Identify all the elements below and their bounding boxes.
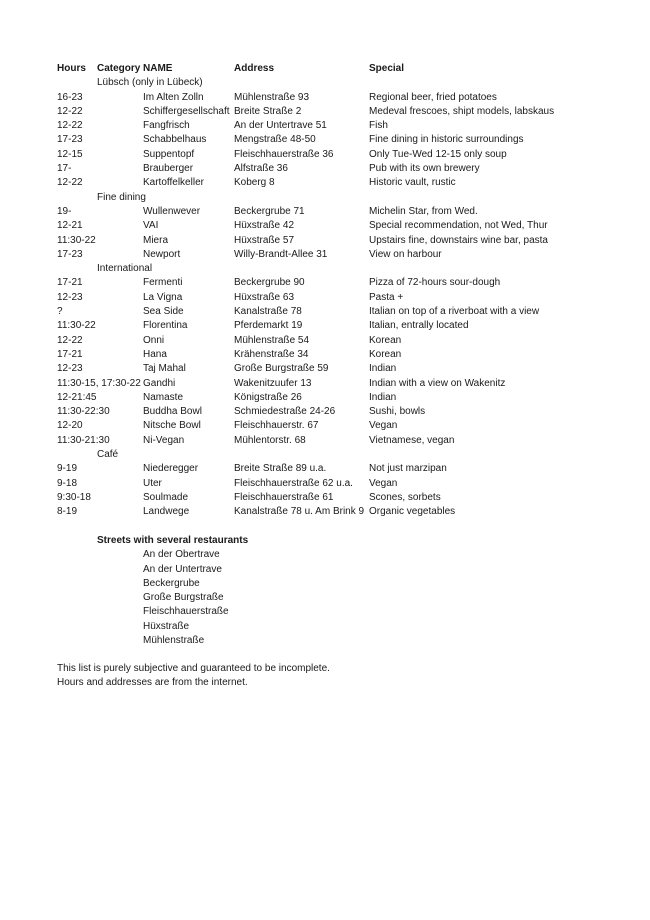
cell-restaurant-name: Buddha Bowl: [143, 406, 202, 418]
cell-address: Willy-Brandt-Allee 31: [234, 248, 328, 260]
cell-hours: 16-23: [57, 91, 83, 103]
cell-address: Fleischhauerstr. 67: [234, 420, 319, 432]
cell-special: Indian: [369, 391, 397, 403]
street-name: Beckergrube: [143, 577, 200, 589]
cell-restaurant-name: Taj Mahal: [143, 363, 186, 375]
cell-address: Krähenstraße 34: [234, 348, 309, 360]
cell-address: Große Burgstraße 59: [234, 363, 329, 375]
cell-special: Upstairs fine, downstairs wine bar, pasta: [369, 234, 548, 246]
cell-hours: 11:30-22: [57, 234, 96, 246]
cell-restaurant-name: Gandhi: [143, 377, 176, 389]
cell-restaurant-name: Kartoffelkeller: [143, 177, 204, 189]
cell-restaurant-name: Fermenti: [143, 277, 183, 289]
cell-special: Michelin Star, from Wed.: [369, 205, 478, 217]
cell-restaurant-name: Sea Side: [143, 306, 184, 318]
street-name: Mühlenstraße: [143, 635, 205, 647]
cell-hours: 12-23: [57, 291, 83, 303]
cell-special: Organic vegetables: [369, 506, 456, 518]
cell-hours: 12-15: [57, 148, 83, 160]
cell-hours: 12-22: [57, 334, 83, 346]
cell-address: Breite Straße 2: [234, 105, 302, 117]
cell-address: Fleischhauerstraße 36: [234, 148, 334, 160]
cell-restaurant-name: Hana: [143, 348, 167, 360]
cell-address: Mühlenstraße 54: [234, 334, 310, 346]
cell-address: Wakenitzuufer 13: [234, 377, 312, 389]
cell-address: Mühlenstraße 93: [234, 91, 310, 103]
cell-hours: 9-19: [57, 463, 78, 475]
cell-special: Regional beer, fried potatoes: [369, 91, 497, 103]
cell-special: Indian: [369, 363, 397, 375]
cell-special: Pasta +: [369, 291, 404, 303]
cell-address: Hüxstraße 42: [234, 220, 295, 232]
cell-special: Sushi, bowls: [369, 406, 426, 418]
cell-special: Fish: [369, 120, 388, 132]
cell-hours: 17-: [57, 163, 72, 175]
cell-special: Scones, sorbets: [369, 491, 441, 503]
cell-hours: 11:30-21:30: [57, 434, 110, 446]
cell-restaurant-name: Ni-Vegan: [143, 434, 185, 446]
cell-hours: 17-23: [57, 248, 83, 260]
cell-special: Pub with its own brewery: [369, 163, 480, 175]
cell-hours: ?: [57, 306, 63, 318]
cell-special: Vegan: [369, 420, 398, 432]
cell-address: Fleischhauerstraße 61: [234, 491, 334, 503]
cell-special: Only Tue-Wed 12-15 only soup: [369, 148, 507, 160]
cell-restaurant-name: Newport: [143, 248, 181, 260]
column-header-address: Address: [234, 63, 275, 74]
cell-special: Fine dining in historic surroundings: [369, 134, 524, 146]
cell-special: Special recommendation, not Wed, Thur: [369, 220, 548, 232]
cell-hours: 17-21: [57, 348, 83, 360]
category-label: International: [97, 263, 153, 275]
cell-restaurant-name: Schiffergesellschaft: [143, 105, 230, 117]
column-header-hours: Hours: [57, 63, 86, 74]
cell-special: Historic vault, rustic: [369, 177, 456, 189]
cell-address: An der Untertrave 51: [234, 120, 327, 132]
street-name: Fleischhauerstraße: [143, 606, 229, 618]
cell-address: Mengstraße 48-50: [234, 134, 316, 146]
street-name: An der Obertrave: [143, 549, 220, 561]
cell-address: Kanalstraße 78 u. Am Brink 9: [234, 506, 365, 518]
cell-hours: 11:30-15, 17:30-22: [57, 377, 141, 389]
cell-address: Königstraße 26: [234, 391, 302, 403]
cell-hours: 12-20: [57, 420, 83, 432]
cell-hours: 12-21: [57, 220, 83, 232]
cell-restaurant-name: Suppentopf: [143, 148, 195, 160]
cell-hours: 12-23: [57, 363, 83, 375]
street-name: Hüxstraße: [143, 620, 190, 632]
cell-address: Fleischhauerstraße 62 u.a.: [234, 477, 353, 489]
category-label: Fine dining: [97, 191, 146, 203]
cell-restaurant-name: Uter: [143, 477, 162, 489]
cell-address: Schmiedestraße 24-26: [234, 406, 336, 418]
category-label: Café: [97, 449, 119, 461]
cell-restaurant-name: Namaste: [143, 391, 184, 403]
cell-address: Beckergrube 90: [234, 277, 305, 289]
cell-hours: 12-22: [57, 105, 83, 117]
cell-restaurant-name: Im Alten Zolln: [143, 91, 204, 103]
cell-special: Italian on top of a riverboat with a view: [369, 306, 540, 318]
cell-hours: 17-23: [57, 134, 83, 146]
cell-address: Pferdemarkt 19: [234, 320, 303, 332]
cell-restaurant-name: Miera: [143, 234, 169, 246]
footer-note-line: Hours and addresses are from the internet.: [57, 677, 248, 689]
cell-restaurant-name: Florentina: [143, 320, 188, 332]
category-label: Lübsch (only in Lübeck): [97, 77, 203, 89]
cell-address: Kanalstraße 78: [234, 306, 302, 318]
cell-address: Hüxstraße 63: [234, 291, 295, 303]
cell-special: Not just marzipan: [369, 463, 447, 475]
cell-restaurant-name: Onni: [143, 334, 165, 346]
cell-hours: 17-21: [57, 277, 83, 289]
cell-address: Alfstraße 36: [234, 163, 288, 175]
cell-special: Indian with a view on Wakenitz: [369, 377, 506, 389]
cell-restaurant-name: VAI: [143, 220, 159, 232]
column-header-special: Special: [369, 63, 405, 74]
cell-address: Koberg 8: [234, 177, 275, 189]
cell-special: View on harbour: [369, 248, 442, 260]
cell-special: Pizza of 72-hours sour-dough: [369, 277, 501, 289]
cell-address: Hüxstraße 57: [234, 234, 295, 246]
cell-hours: 11:30-22: [57, 320, 96, 332]
cell-hours: 19-: [57, 205, 72, 217]
cell-restaurant-name: Wullenwever: [143, 205, 201, 217]
cell-address: Breite Straße 89 u.a.: [234, 463, 327, 475]
cell-restaurant-name: Niederegger: [143, 463, 199, 475]
cell-hours: 11:30-22:30: [57, 406, 110, 418]
cell-restaurant-name: Fangfrisch: [143, 120, 190, 132]
cell-hours: 9:30-18: [57, 491, 91, 503]
cell-restaurant-name: Schabbelhaus: [143, 134, 207, 146]
column-header-name: NAME: [143, 63, 173, 74]
cell-restaurant-name: Brauberger: [143, 163, 194, 175]
cell-special: Vietnamese, vegan: [369, 434, 455, 446]
cell-hours: 9-18: [57, 477, 78, 489]
cell-address: Mühlentorstr. 68: [234, 434, 306, 446]
cell-special: Medeval frescoes, shipt models, labskaus: [369, 105, 555, 117]
cell-address: Beckergrube 71: [234, 205, 305, 217]
cell-restaurant-name: Nitsche Bowl: [143, 420, 201, 432]
cell-special: Italian, entrally located: [369, 320, 469, 332]
street-name: Große Burgstraße: [143, 592, 224, 604]
cell-hours: 12-21:45: [57, 391, 97, 403]
cell-special: Korean: [369, 334, 402, 346]
footer-notes: [57, 662, 330, 691]
footer-note-line: This list is purely subjective and guaranteed to be incomplete.: [57, 663, 330, 674]
cell-hours: 8-19: [57, 506, 78, 518]
cell-special: Vegan: [369, 477, 398, 489]
street-name: An der Untertrave: [143, 563, 222, 575]
cell-hours: 12-22: [57, 120, 83, 132]
streets-section-title: Streets with several restaurants: [97, 535, 249, 546]
cell-restaurant-name: La Vigna: [143, 291, 183, 303]
cell-restaurant-name: Landwege: [143, 506, 190, 518]
cell-hours: 12-22: [57, 177, 83, 189]
cell-special: Korean: [369, 348, 402, 360]
cell-restaurant-name: Soulmade: [143, 491, 189, 503]
column-header-category: Category: [97, 63, 141, 74]
